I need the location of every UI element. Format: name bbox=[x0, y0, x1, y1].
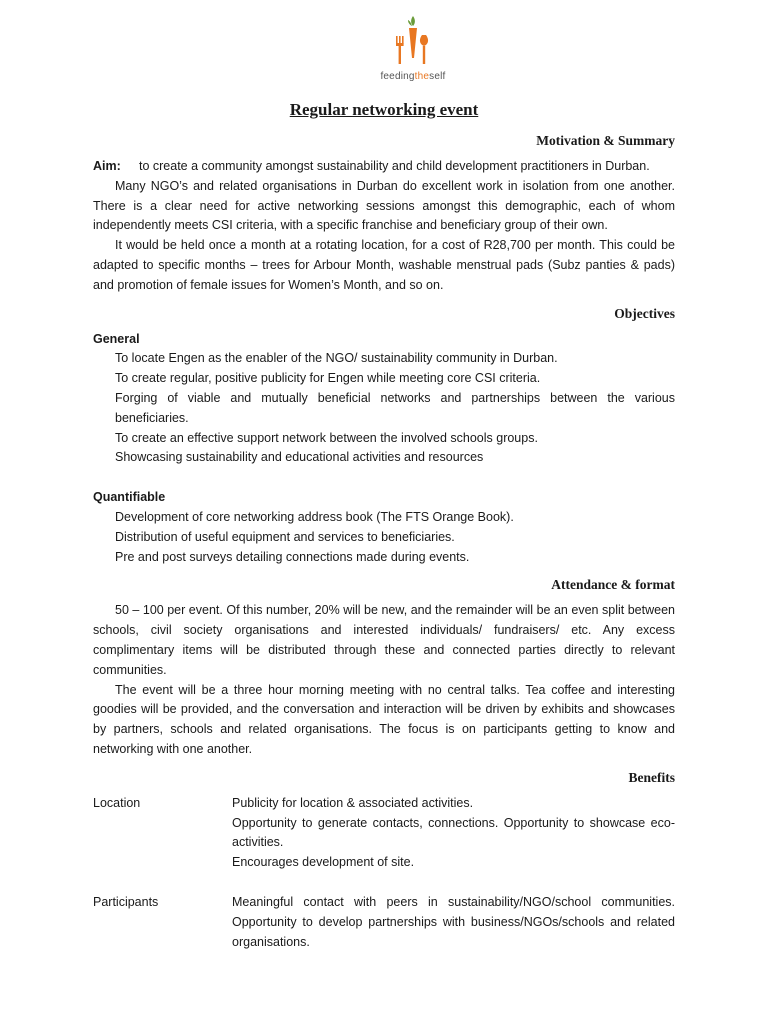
aim-paragraph bbox=[93, 157, 675, 177]
document-body bbox=[93, 131, 675, 952]
list-item: Showcasing sustainability and educational activities and resources bbox=[115, 450, 484, 465]
list-item: Encourages development of site. bbox=[232, 855, 415, 870]
benefits-heading: Benefits bbox=[628, 769, 675, 785]
motivation-heading: Motivation & Summary bbox=[536, 133, 675, 148]
list-item: Publicity for location & associated activities. bbox=[232, 795, 474, 810]
motivation-paragraph-2: It would be held once a month at a rotating location, for a cost of R28,700 per month. This could be adapted to specific months – trees for Arbour Month, washable menstrual pads (Subz panties & pads) and promotion of female issues for Women’s Month, and so on. bbox=[93, 238, 675, 292]
list-item: Development of core networking address book (The FTS Orange Book). bbox=[115, 509, 514, 524]
list-item: To create regular, positive publicity for Engen while meeting core CSI criteria. bbox=[115, 371, 541, 386]
attendance-heading: Attendance & format bbox=[551, 577, 675, 593]
logo-text: feedingtheself bbox=[380, 71, 446, 82]
list-item: To locate Engen as the enabler of the NGO/ sustainability community in Durban. bbox=[115, 351, 558, 366]
list-item: Distribution of useful equipment and services to beneficiaries. bbox=[115, 529, 455, 544]
list-item: Forging of viable and mutually beneficial networks and partnerships between the various beneficiaries. bbox=[115, 390, 675, 425]
benefits-participants-row bbox=[93, 893, 675, 952]
attendance-paragraph-1: 50 – 100 per event. Of this number, 20% will be new, and the remainder will be an even split between schools, civil society organisations and interested individuals/ fundraisers/ etc. Any excess complimentary items will be distributed through these and connected parties directly to relevant communities. bbox=[93, 603, 675, 677]
objectives-heading: Objectives bbox=[614, 305, 675, 321]
page-title: Regular networking event bbox=[289, 100, 479, 119]
logo bbox=[363, 14, 463, 82]
general-label: General bbox=[93, 331, 140, 346]
list-item: To create an effective support network between the involved schools groups. bbox=[115, 430, 538, 445]
aim-text: to create a community amongst sustainability and child development practitioners in Durban. bbox=[139, 159, 650, 173]
motivation-paragraph-1: Many NGO’s and related organisations in Durban do excellent work in isolation from one another. There is a clear need for active networking sessions amongst this demographic, each of whom independently meets CSI criteria, with a specific franchise and beneficiary group of their own. bbox=[93, 178, 675, 233]
benefits-location-row bbox=[93, 794, 675, 873]
location-label: Location bbox=[93, 795, 141, 810]
aim-label: Aim: bbox=[93, 159, 121, 173]
attendance-paragraph-2: The event will be a three hour morning meeting with no central talks. Tea coffee and interesting goodies will be provided, and the conversation and interaction will be driven by exhibits and showcases by partners, schools and related organisations. The focus is on participants getting to know and networking with one another. bbox=[93, 682, 675, 756]
quantifiable-label: Quantifiable bbox=[93, 490, 166, 505]
list-item: Opportunity to generate contacts, connections. Opportunity to showcase eco-activities. bbox=[232, 815, 675, 850]
list-item: Meaningful contact with peers in sustainability/NGO/school communities. Opportunity to develop partnerships with business/NGOs/schools and related organisations. bbox=[232, 894, 675, 949]
participants-label: Participants bbox=[93, 894, 159, 909]
list-item: Pre and post surveys detailing connections made during events. bbox=[115, 549, 470, 564]
fork-carrot-trowel-icon bbox=[388, 14, 438, 70]
